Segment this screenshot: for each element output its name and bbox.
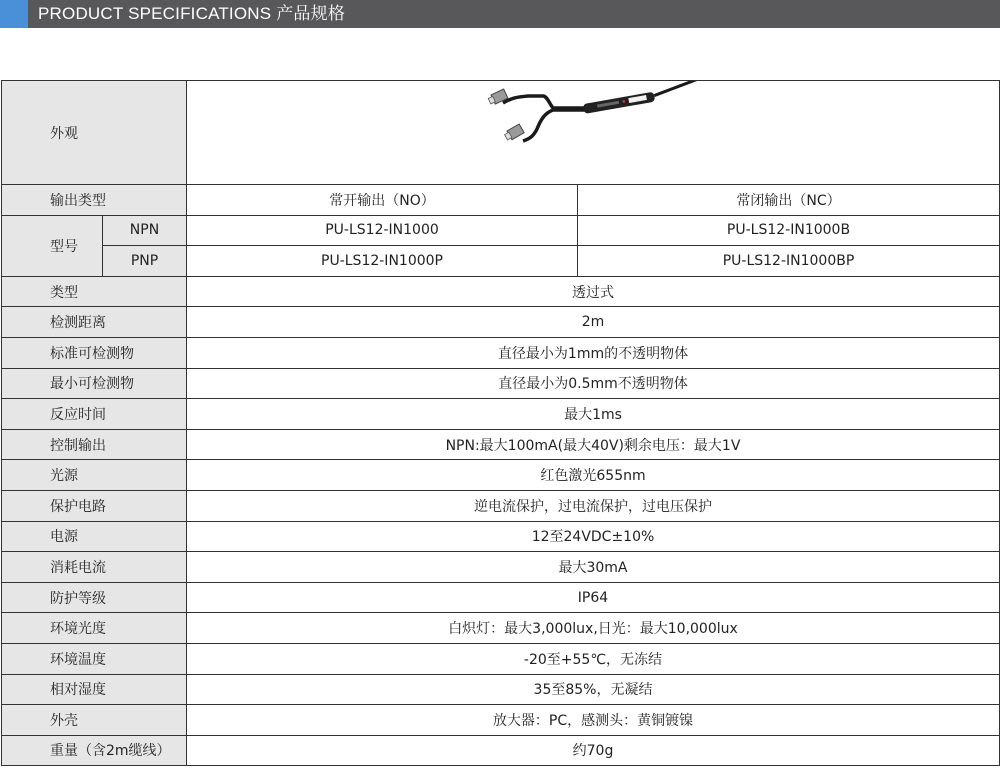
npn-model-no: PU-LS12-IN1000 — [187, 215, 578, 246]
table-row — [2, 705, 1000, 736]
pnp-label: PNP — [103, 246, 187, 277]
spec-label: 类型 — [2, 276, 187, 307]
table-row — [2, 582, 1000, 613]
table-row — [2, 368, 1000, 399]
spec-value: 最大1ms — [187, 399, 1000, 430]
spec-label: 反应时间 — [2, 399, 187, 430]
spec-value: 12至24VDC±10% — [187, 521, 1000, 552]
spec-label: 最小可检测物 — [2, 368, 187, 399]
spec-value: NPN:最大100mA(最大40V)剩余电压：最大1V — [187, 429, 1000, 460]
npn-label: NPN — [103, 215, 187, 246]
spec-label: 环境温度 — [2, 643, 187, 674]
spec-label: 控制输出 — [2, 429, 187, 460]
table-row — [2, 460, 1000, 491]
table-row — [2, 429, 1000, 460]
table-row — [2, 735, 1000, 766]
spec-label: 标准可检测物 — [2, 337, 187, 368]
product-image — [473, 81, 713, 184]
model-label: 型号 — [2, 215, 103, 276]
output-type-label: 输出类型 — [2, 185, 187, 216]
section-header — [0, 0, 1000, 28]
table-row — [2, 521, 1000, 552]
spec-label: 光源 — [2, 460, 187, 491]
spec-label: 重量（含2m缆线） — [2, 735, 187, 766]
npn-model-nc: PU-LS12-IN1000B — [578, 215, 1000, 246]
spec-label: 环境光度 — [2, 613, 187, 644]
appearance-label: 外观 — [2, 81, 187, 185]
spec-label: 外壳 — [2, 705, 187, 736]
spec-label: 保护电路 — [2, 490, 187, 521]
pnp-model-no: PU-LS12-IN1000P — [187, 246, 578, 277]
spec-value: 白炽灯：最大3,000lux,日光：最大10,000lux — [187, 613, 1000, 644]
spec-value: 最大30mA — [187, 552, 1000, 583]
spec-label: 检测距离 — [2, 307, 187, 338]
product-image-cell — [187, 81, 1000, 185]
spec-label: 电源 — [2, 521, 187, 552]
table-row — [2, 307, 1000, 338]
table-row — [2, 276, 1000, 307]
table-row — [2, 613, 1000, 644]
spec-value: 透过式 — [187, 276, 1000, 307]
table-row — [2, 81, 1000, 185]
spec-value: 直径最小为1mm的不透明物体 — [187, 337, 1000, 368]
spec-value: 逆电流保护，过电流保护，过电压保护 — [187, 490, 1000, 521]
table-row — [2, 552, 1000, 583]
spec-table — [1, 80, 1000, 766]
table-row — [2, 643, 1000, 674]
spec-value: 红色激光655nm — [187, 460, 1000, 491]
spec-value: IP64 — [187, 582, 1000, 613]
spec-value: -20至+55℃，无冻结 — [187, 643, 1000, 674]
table-row — [2, 674, 1000, 705]
table-row — [2, 215, 1000, 246]
spec-value: 放大器：PC，感测头：黄铜镀镍 — [187, 705, 1000, 736]
header-accent-block — [0, 0, 28, 28]
table-row — [2, 490, 1000, 521]
table-row — [2, 185, 1000, 216]
spec-value: 直径最小为0.5mm不透明物体 — [187, 368, 1000, 399]
spec-label: 相对湿度 — [2, 674, 187, 705]
table-row — [2, 337, 1000, 368]
output-type-no: 常开输出（NO） — [187, 185, 578, 216]
spec-value: 2m — [187, 307, 1000, 338]
pnp-model-nc: PU-LS12-IN1000BP — [578, 246, 1000, 277]
spec-label: 防护等级 — [2, 582, 187, 613]
table-row — [2, 246, 1000, 277]
spec-value: 约70g — [187, 735, 1000, 766]
table-row — [2, 399, 1000, 430]
spec-label: 消耗电流 — [2, 552, 187, 583]
output-type-nc: 常闭输出（NC） — [578, 185, 1000, 216]
spec-value: 35至85%，无凝结 — [187, 674, 1000, 705]
section-title: PRODUCT SPECIFICATIONS 产品规格 — [38, 4, 346, 23]
